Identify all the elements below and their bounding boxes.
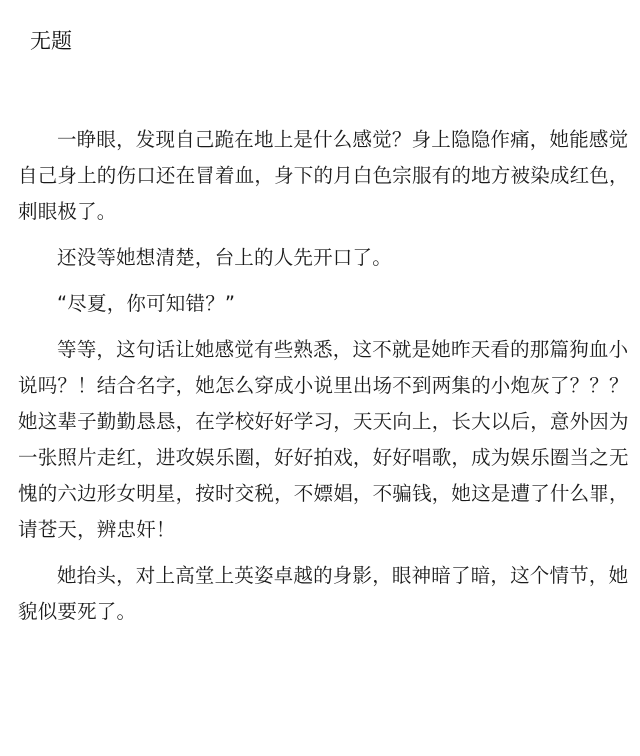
document-body — [18, 122, 630, 630]
paragraph-1: 一睁眼，发现自己跪在地上是什么感觉？身上隐隐作痛，她能感觉自己身上的伤口还在冒着血，身下的月白色宗服有的地方被染成红色，刺眼极了。 — [18, 128, 629, 223]
paragraph-4: 等等，这句话让她感觉有些熟悉，这不就是她昨天看的那篇狗血小说吗？！结合名字，她怎么穿成小说里出场不到两集的小炮灰了？？？她这辈子勤勤恳恳，在学校好好学习，天天向上，长大以后，意外因为一张照片走红，进攻娱乐圈，好好拍戏，好好唱歌，成为娱乐圈当之无愧的六边形女明星，按时交税，不嫖娼，不骗钱，她这是遭了什么罪，请苍天，辨忠奸！ — [18, 338, 629, 541]
document-title: 无题 — [30, 29, 72, 53]
paragraph-3: “尽夏，你可知错？” — [57, 292, 236, 315]
paragraph-5: 她抬头，对上高堂上英姿卓越的身影，眼神暗了暗，这个情节，她貌似要死了。 — [18, 564, 629, 623]
paragraph-2: 还没等她想清楚，台上的人先开口了。 — [57, 246, 392, 269]
